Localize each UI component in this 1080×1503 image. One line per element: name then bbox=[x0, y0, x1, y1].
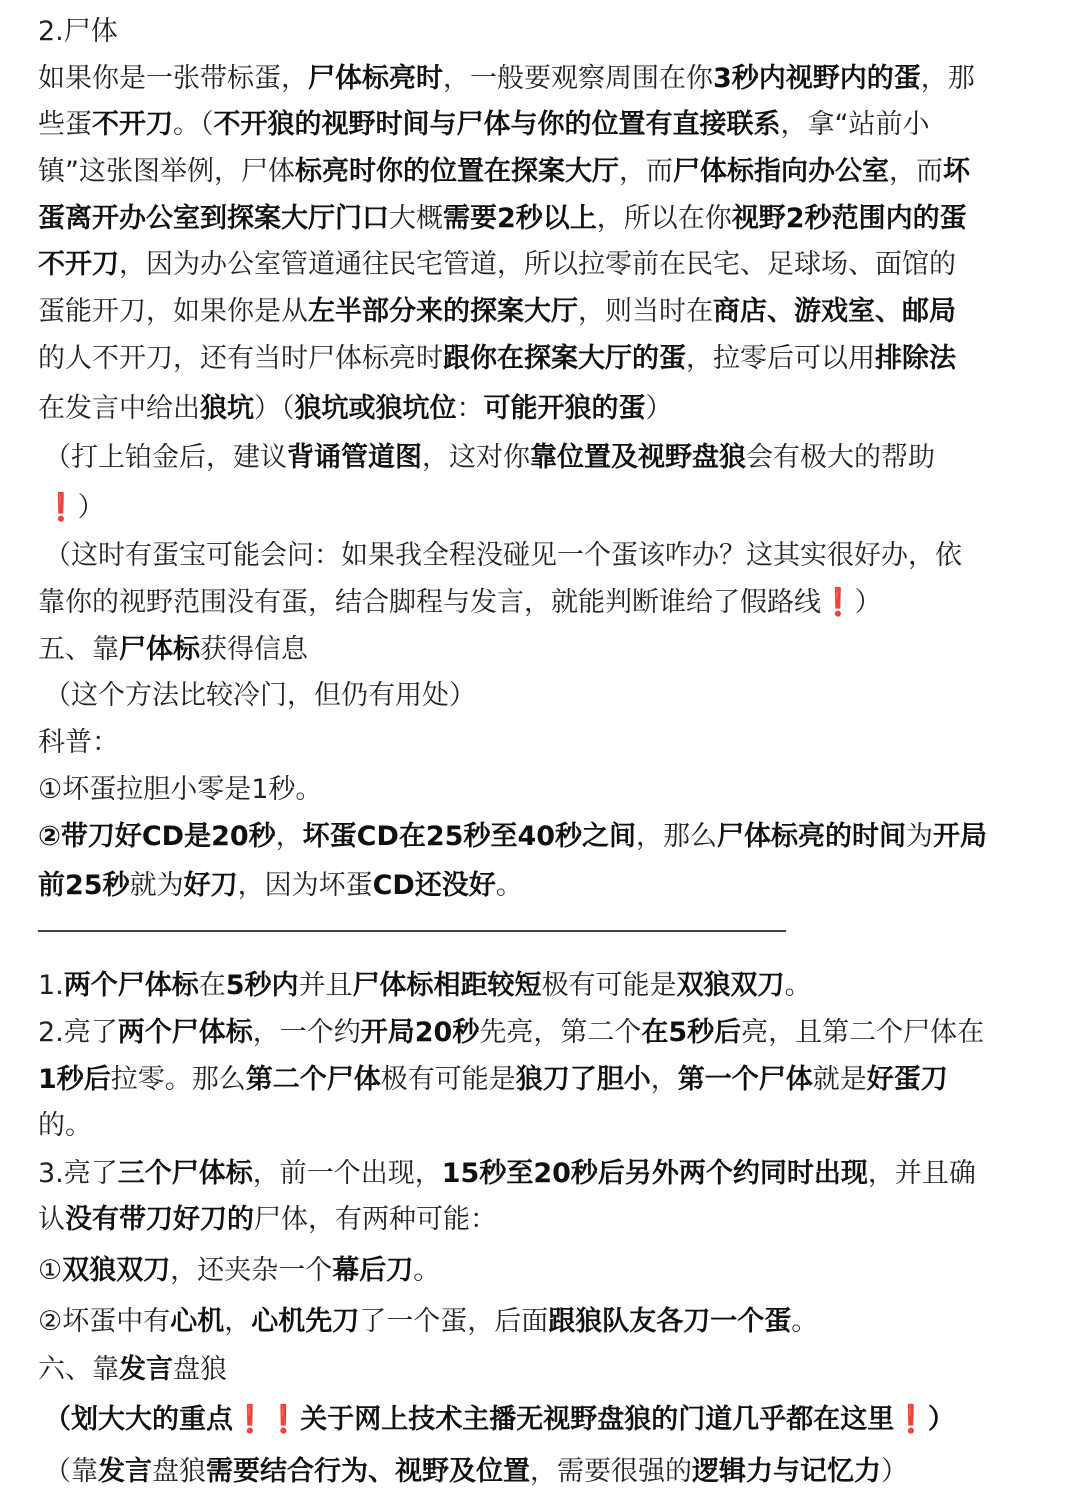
bold-text: 不开刀 bbox=[38, 249, 119, 280]
text: 会有极大的帮助 bbox=[746, 442, 935, 473]
text-line bbox=[38, 392, 673, 426]
text-line bbox=[44, 1455, 908, 1489]
text: ，则当时在 bbox=[578, 296, 713, 327]
bold-text: 3秒内视野内的蛋 bbox=[713, 63, 921, 94]
text: 盘狼 bbox=[152, 1456, 206, 1487]
bold-text: 发言 bbox=[98, 1456, 152, 1487]
bold-text: 蛋离开办公室到探案大厅门口 bbox=[38, 203, 389, 234]
text: ，因为坏蛋 bbox=[237, 870, 373, 901]
bold-text: 尸体标亮的时间 bbox=[717, 821, 907, 852]
text-line bbox=[38, 15, 118, 49]
bold-text: 开局20秒 bbox=[360, 1017, 480, 1048]
bold-text: 狼刀了胆小 bbox=[515, 1064, 651, 1095]
text: ） bbox=[854, 587, 882, 618]
text: （靠 bbox=[44, 1456, 98, 1487]
bold-text: 好刀 bbox=[183, 870, 238, 901]
bold-text: 幕后刀 bbox=[332, 1255, 414, 1286]
text: 极有可能是 bbox=[541, 970, 677, 1001]
text: ， bbox=[224, 1306, 252, 1337]
text: 3.亮了 bbox=[38, 1158, 118, 1189]
text-line bbox=[38, 773, 322, 807]
text: 为 bbox=[906, 821, 934, 852]
text: 2.尸体 bbox=[38, 16, 118, 47]
bold-text: 发言 bbox=[119, 1354, 173, 1385]
bold-text: 在5秒后 bbox=[641, 1017, 742, 1048]
text: 。 bbox=[413, 1255, 441, 1286]
bold-text: 双狼双刀 bbox=[62, 1255, 171, 1286]
text: 的。 bbox=[38, 1110, 92, 1141]
text: 。（ bbox=[173, 109, 214, 140]
bold-text: 视野2秒范围内的蛋 bbox=[731, 203, 967, 234]
text: 了一个蛋，后面 bbox=[359, 1306, 549, 1337]
bold-text: 坏 bbox=[943, 156, 970, 187]
text: ，拉零后可以用 bbox=[686, 343, 875, 374]
text: ① bbox=[38, 1255, 63, 1286]
bold-text: 狼坑 bbox=[200, 393, 254, 424]
bold-text: 开局 bbox=[933, 821, 988, 852]
bold-text: 没有带刀好刀的 bbox=[65, 1204, 254, 1235]
bold-text: 逻辑力与记忆力 bbox=[692, 1456, 881, 1487]
text-line bbox=[44, 1403, 955, 1437]
text-line bbox=[38, 726, 119, 760]
text: 五、靠 bbox=[38, 634, 119, 665]
section-heading bbox=[38, 1353, 227, 1387]
bold-text: 关于网上技术主播无视野盘狼的门道几乎都在这里 bbox=[300, 1404, 895, 1435]
bold-text: 尸体标 bbox=[119, 634, 200, 665]
text: 就是 bbox=[812, 1064, 867, 1095]
text: ） bbox=[77, 492, 105, 523]
text: （打上铂金后，建议 bbox=[44, 442, 287, 473]
bold-text: 排除法 bbox=[875, 343, 956, 374]
bold-text: 坏蛋CD在25秒至40秒之间 bbox=[302, 821, 637, 852]
bold-text: 商店、游戏室、邮局 bbox=[713, 296, 956, 327]
text: 镇”这张图举例，尸体 bbox=[38, 156, 295, 187]
bold-text: （划大大的重点 bbox=[44, 1404, 233, 1435]
text-line bbox=[38, 820, 987, 854]
exclamation-icon: ❗ bbox=[894, 1404, 928, 1435]
bold-text: 两个尸体标 bbox=[117, 1017, 253, 1048]
text: ，那么 bbox=[636, 821, 718, 852]
text-line bbox=[38, 62, 975, 96]
bold-text: 靠位置及视野盘狼 bbox=[530, 442, 746, 473]
bold-text: ） bbox=[927, 1404, 955, 1435]
bold-text: 1秒后 bbox=[38, 1064, 111, 1095]
bold-text: 好蛋刀 bbox=[866, 1064, 948, 1095]
bold-text: 5秒内 bbox=[225, 970, 299, 1001]
text: ②坏蛋中有 bbox=[38, 1306, 171, 1337]
bold-text: ②带刀好CD是20秒 bbox=[38, 821, 276, 852]
text: ，一般要观察周围在你 bbox=[443, 63, 713, 94]
text: 认 bbox=[38, 1204, 65, 1235]
text-line bbox=[44, 539, 962, 573]
text: 盘狼 bbox=[173, 1354, 227, 1385]
text: 科普： bbox=[38, 727, 119, 758]
bold-text: 跟狼队友各刀一个蛋 bbox=[548, 1306, 792, 1337]
bold-text: 需要结合行为、视野及位置 bbox=[206, 1456, 530, 1487]
bold-text: 狼坑或狼坑位 bbox=[294, 393, 457, 424]
section-heading bbox=[38, 633, 308, 667]
text-line bbox=[38, 1063, 948, 1097]
bold-text: 需要2秒以上 bbox=[443, 203, 597, 234]
text: 就为 bbox=[129, 870, 184, 901]
text-line bbox=[38, 1109, 92, 1143]
text-line bbox=[38, 295, 956, 329]
text-line bbox=[38, 248, 956, 282]
bold-text: 跟你在探案大厅的蛋 bbox=[443, 343, 686, 374]
text: 获得信息 bbox=[200, 634, 308, 665]
bold-text: 不开刀 bbox=[92, 109, 173, 140]
bold-text: 尸体标相距较短 bbox=[352, 970, 542, 1001]
bold-text: 左半部分来的探案大厅 bbox=[308, 296, 578, 327]
text-line bbox=[38, 1016, 984, 1050]
text: （这个方法比较冷门，但仍有用处） bbox=[44, 680, 476, 711]
text: 拉零。那么 bbox=[110, 1064, 246, 1095]
text: 在发言中给出 bbox=[38, 393, 200, 424]
bold-text: 不开狼的视野时间与尸体与你的位置有直接联系 bbox=[213, 109, 781, 140]
text: ， bbox=[650, 1064, 678, 1095]
separator-line bbox=[38, 930, 786, 932]
bold-text: 心机先刀 bbox=[251, 1306, 360, 1337]
text: ①坏蛋拉胆小零是1秒。 bbox=[38, 774, 323, 805]
bold-text: 三个尸体标 bbox=[117, 1158, 253, 1189]
text-line bbox=[38, 155, 970, 189]
text: 些蛋 bbox=[38, 109, 92, 140]
exclamation-icon: ❗ bbox=[44, 492, 78, 523]
text: 1. bbox=[38, 970, 64, 1001]
bold-text: 尸体标指向办公室 bbox=[673, 156, 889, 187]
text-line bbox=[38, 1254, 440, 1288]
text-line bbox=[38, 1203, 497, 1237]
text: ，而 bbox=[889, 156, 943, 187]
bold-text: 两个尸体标 bbox=[63, 970, 199, 1001]
exclamation-icon: ❗❗ bbox=[233, 1404, 301, 1435]
text: ： bbox=[456, 393, 484, 424]
bold-text: 心机 bbox=[170, 1306, 225, 1337]
text: ，前一个出现， bbox=[252, 1158, 442, 1189]
text: 大概 bbox=[389, 203, 443, 234]
text: ）（ bbox=[254, 393, 295, 424]
text-line bbox=[44, 679, 476, 713]
bold-text: CD还没好 bbox=[372, 870, 496, 901]
text: ，因为办公室管道通往民宅管道，所以拉零前在民宅、足球场、面馆的 bbox=[119, 249, 956, 280]
text: 极有可能是 bbox=[380, 1064, 516, 1095]
text-line bbox=[38, 342, 956, 376]
text: 并且 bbox=[298, 970, 353, 1001]
bold-text: 前25秒 bbox=[38, 870, 130, 901]
text: 亮，且第二个尸体在 bbox=[741, 1017, 985, 1048]
exclamation-icon: ❗ bbox=[821, 587, 855, 618]
bold-text: 背诵管道图 bbox=[287, 442, 422, 473]
text: 六、靠 bbox=[38, 1354, 119, 1385]
bold-text: 双狼双刀 bbox=[676, 970, 785, 1001]
text: ，那 bbox=[920, 63, 975, 94]
text: ，还夹杂一个 bbox=[170, 1255, 333, 1286]
bold-text: 第一个尸体 bbox=[677, 1064, 813, 1095]
bold-text: 第二个尸体 bbox=[245, 1064, 381, 1095]
text: 如果你是一张带标蛋， bbox=[38, 63, 308, 94]
text: ，拿“站前小 bbox=[780, 109, 930, 140]
bold-text: 可能开狼的蛋 bbox=[483, 393, 646, 424]
text: ， bbox=[275, 821, 303, 852]
text-line bbox=[38, 969, 812, 1003]
text: ，这对你 bbox=[422, 442, 530, 473]
text: （这时有蛋宝可能会问：如果我全程没碰见一个蛋该咋办？这其实很好办，依 bbox=[44, 540, 962, 571]
text: 2.亮了 bbox=[38, 1017, 118, 1048]
text: 。 bbox=[791, 1306, 819, 1337]
text: 蛋能开刀，如果你是从 bbox=[38, 296, 308, 327]
text-line bbox=[38, 869, 523, 903]
text: ，并且确 bbox=[867, 1158, 976, 1189]
text-line bbox=[44, 441, 935, 475]
text-line bbox=[38, 1157, 976, 1191]
text-line bbox=[38, 108, 930, 142]
bold-text: 尸体标亮时 bbox=[308, 63, 443, 94]
text: ） bbox=[881, 1456, 908, 1487]
text-line bbox=[38, 586, 882, 620]
bold-text: 标亮时你的位置在探案大厅 bbox=[295, 156, 619, 187]
text: ，一个约 bbox=[252, 1017, 361, 1048]
text-line bbox=[44, 491, 105, 525]
text: 。 bbox=[495, 870, 523, 901]
bold-text: 15秒至20秒后另外两个约同时出现 bbox=[441, 1158, 868, 1189]
text: 尸体，有两种可能： bbox=[254, 1204, 497, 1235]
text: 先亮，第二个 bbox=[479, 1017, 642, 1048]
text: ，需要很强的 bbox=[530, 1456, 692, 1487]
text: ，而 bbox=[619, 156, 673, 187]
text: ，所以在你 bbox=[596, 203, 732, 234]
text: 在 bbox=[198, 970, 226, 1001]
text: 靠你的视野范围没有蛋，结合脚程与发言，就能判断谁给了假路线 bbox=[38, 587, 821, 618]
text: 的人不开刀，还有当时尸体标亮时 bbox=[38, 343, 443, 374]
text: 。 bbox=[784, 970, 812, 1001]
text-line bbox=[38, 1305, 818, 1339]
text-line bbox=[38, 202, 967, 236]
text: ） bbox=[645, 393, 673, 424]
